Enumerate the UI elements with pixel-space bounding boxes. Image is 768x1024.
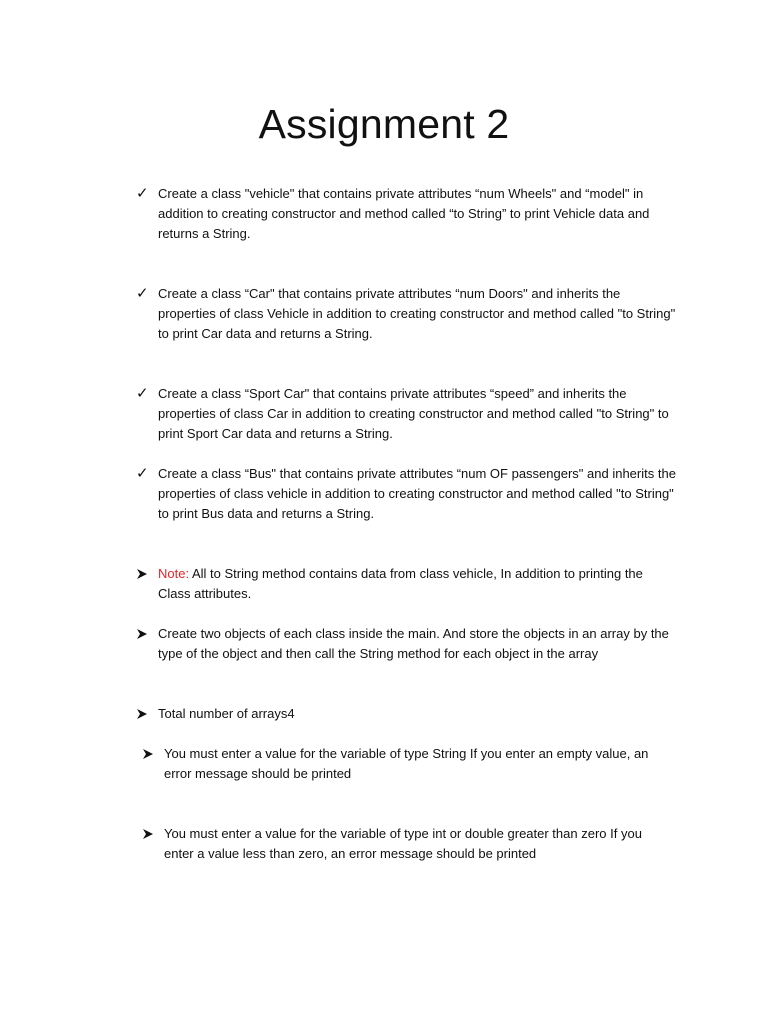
instruction-item-string-validation <box>142 744 662 784</box>
requirement-item-sport-car <box>136 384 676 444</box>
requirement-text: Create a class "vehicle" that contains private attributes “num Wheels" and “model" in addition to creating constructor and method called “to String” to print Vehicle data and returns a String. <box>158 186 650 241</box>
instruction-item-number-validation <box>142 824 662 864</box>
note-item <box>136 564 676 604</box>
note-text <box>158 564 676 604</box>
note-body: All to String method contains data from class vehicle, In addition to printing the Class attributes. <box>158 566 643 601</box>
requirement-text: Create a class “Car" that contains private attributes “num Doors" and inherits the properties of class Vehicle in addition to creating constructor and method called "to String" to print Car data and returns a String. <box>158 286 676 341</box>
requirement-item-vehicle <box>136 184 676 244</box>
check-icon: ✓ <box>136 185 149 202</box>
instruction-text: Total number of arrays4 <box>158 706 295 721</box>
requirement-item-bus <box>136 464 676 524</box>
instruction-text: You must enter a value for the variable of type String If you enter an empty value, an error message should be printed <box>164 746 649 781</box>
check-icon: ✓ <box>136 465 149 482</box>
instruction-text: You must enter a value for the variable of type int or double greater than zero If you enter a value less than zero, an error message should be printed <box>164 826 642 861</box>
instruction-item-objects <box>136 624 676 664</box>
requirement-text: Create a class “Sport Car" that contains private attributes “speed” and inherits the properties of class Car in addition to creating constructor and method called "to String" to print Sport Car data and returns a String. <box>158 386 669 441</box>
check-icon: ✓ <box>136 285 149 302</box>
arrow-bullet-icon <box>136 704 158 719</box>
arrow-bullet-icon <box>136 564 158 579</box>
arrow-bullet-icon <box>142 744 164 759</box>
page-title: Assignment 2 <box>258 101 510 147</box>
check-icon: ✓ <box>136 385 149 402</box>
note-label: Note: <box>158 566 190 581</box>
instruction-text: Create two objects of each class inside the main. And store the objects in an array by the type of the object and then call the String method for each object in the array <box>158 626 669 661</box>
arrow-bullet-icon <box>136 624 158 639</box>
instruction-item-arrays <box>136 704 676 724</box>
arrow-bullet-icon <box>142 824 164 839</box>
requirement-item-car <box>136 284 676 344</box>
requirement-text: Create a class “Bus" that contains private attributes “num OF passengers" and inherits the properties of class vehicle in addition to creating constructor and method called "to String" to print Bus data and returns a String. <box>158 466 676 521</box>
